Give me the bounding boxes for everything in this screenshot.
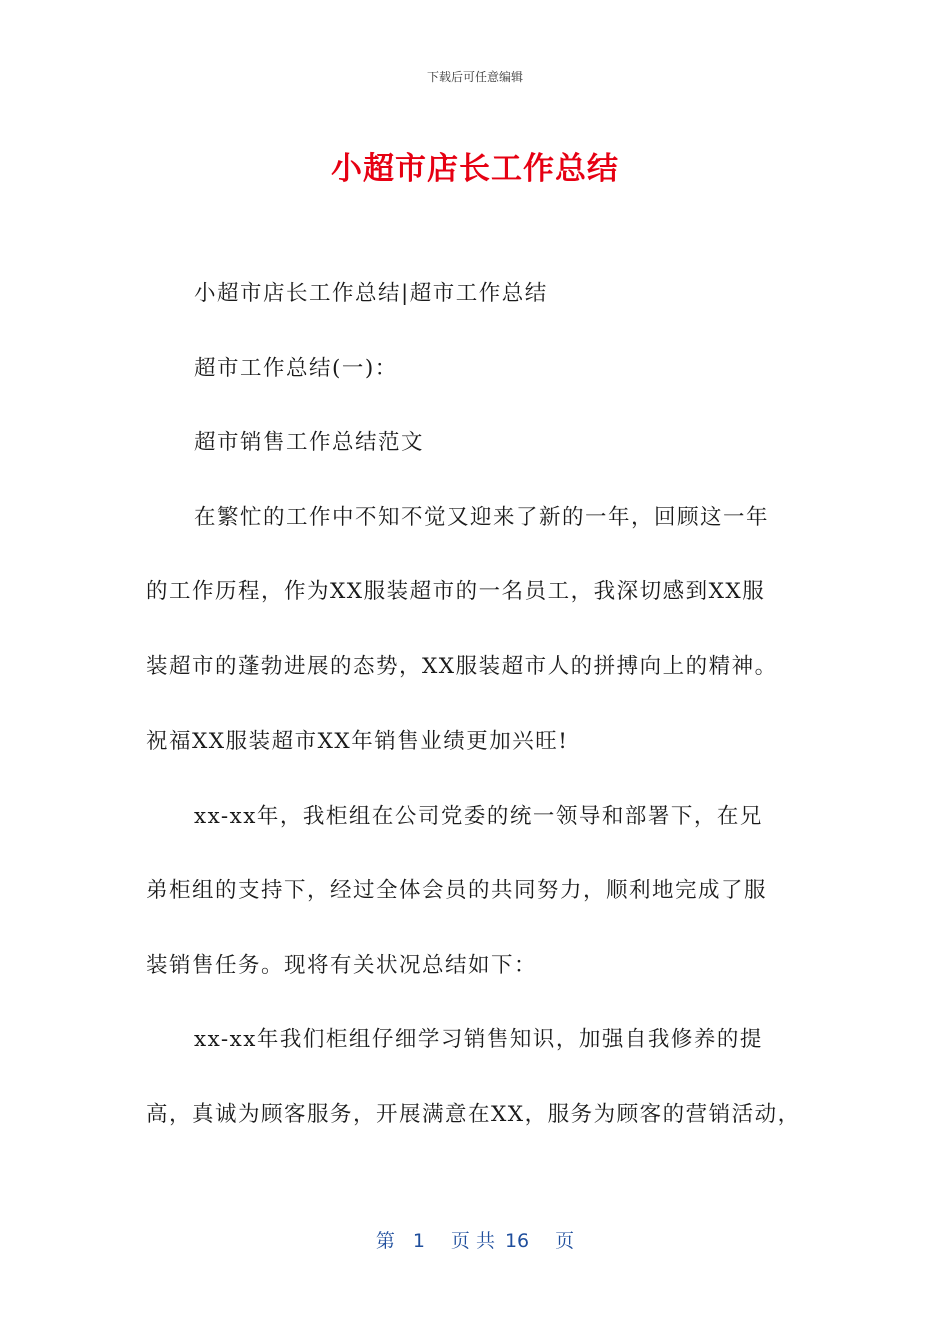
body-line-1: 小超市店长工作总结|超市工作总结 (194, 281, 548, 306)
header-note: 下载后可任意编辑 (426, 70, 523, 84)
body-line-5: 的工作历程，作为XX服装超市的一名员工，我深切感到XX服 (146, 579, 766, 604)
footer-prefix: 第 (375, 1230, 395, 1252)
body-line-3: 超市销售工作总结范文 (194, 430, 425, 455)
footer-page-current: 1 (412, 1230, 425, 1252)
footer-page-total: 16 (504, 1230, 530, 1252)
body-line-2: 超市工作总结(一)： (194, 356, 398, 381)
footer-middle: 页 共 (450, 1230, 495, 1252)
page-footer (0, 1226, 950, 1253)
body-line-8: xx-xx年，我柜组在公司党委的统一领导和部署下，在兄 (194, 804, 763, 829)
body-line-9: 弟柜组的支持下，经过全体会员的共同努力，顺利地完成了服 (146, 878, 768, 903)
body-line-11: xx-xx年我们柜组仔细学习销售知识，加强自我修养的提 (194, 1027, 763, 1052)
body-line-6: 装超市的蓬勃进展的态势，XX服装超市人的拼搏向上的精神。 (146, 654, 778, 679)
body-line-12: 高，真诚为顾客服务，开展满意在XX，服务为顾客的营销活动， (146, 1102, 801, 1127)
body-line-7: 祝福XX服装超市XX年销售业绩更加兴旺! (146, 729, 569, 754)
footer-suffix: 页 (555, 1230, 575, 1252)
body-line-4: 在繁忙的工作中不知不觉又迎来了新的一年，回顾这一年 (194, 505, 770, 530)
body-line-10: 装销售任务。现将有关状况总结如下： (146, 953, 538, 978)
document-title: 小超市店长工作总结 (331, 151, 619, 187)
